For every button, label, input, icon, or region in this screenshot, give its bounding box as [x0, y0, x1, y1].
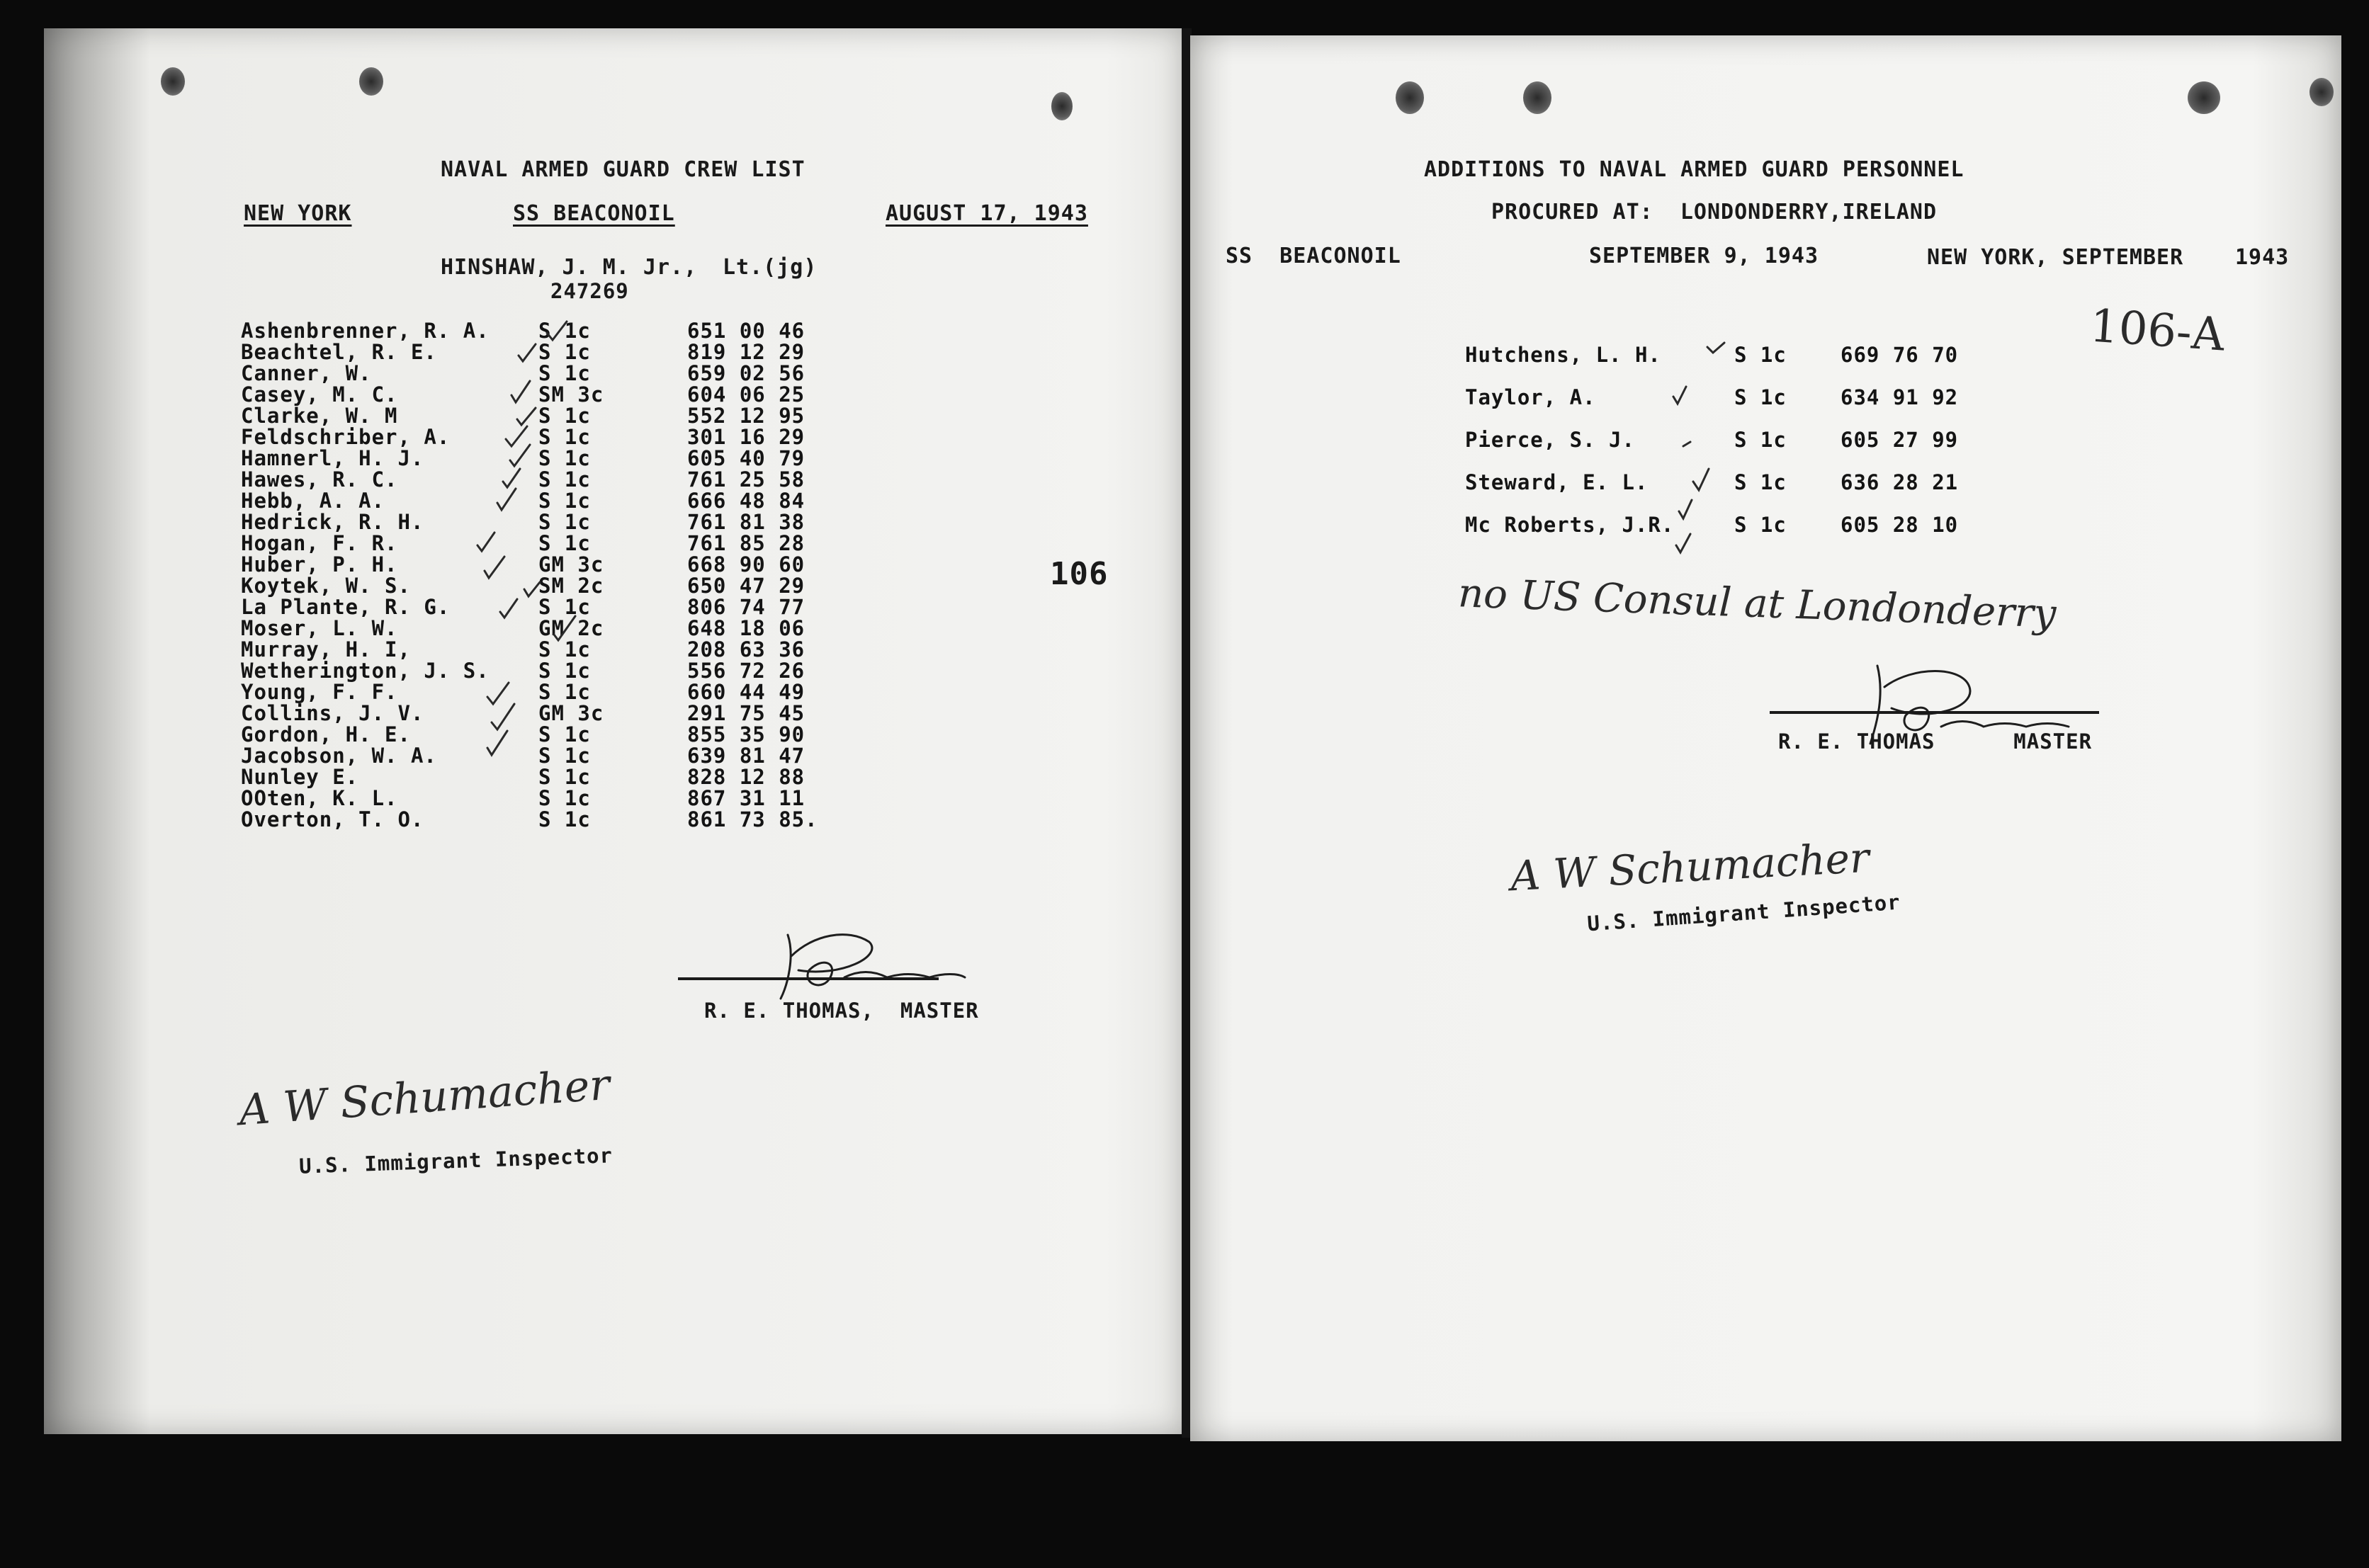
crew-name: Casey, M. C.	[241, 382, 398, 407]
signature-line	[1770, 711, 2099, 714]
master-name: R. E. THOMAS, MASTER	[704, 999, 979, 1023]
crew-number: 669 76 70	[1841, 343, 1959, 367]
crew-rating: SM 3c	[538, 382, 604, 407]
inspector-signature: A W Schumacher	[1509, 833, 1871, 901]
consul-note: no US Consul at Londonderry	[1457, 570, 2057, 637]
crew-rating: S 1c	[538, 361, 591, 385]
inspector-title: U.S. Immigrant Inspector	[1586, 890, 1901, 936]
officer-name: HINSHAW, J. M. Jr.,	[441, 255, 698, 280]
list-date: AUGUST 17, 1943	[886, 201, 1088, 226]
table-row	[1465, 513, 1959, 537]
crew-number: 761 81 38	[687, 510, 805, 534]
crew-number: 668 90 60	[687, 552, 805, 576]
crew-name: Koytek, W. S.	[241, 574, 411, 598]
punch-hole	[1523, 81, 1551, 114]
crew-name: Beachtel, R. E.	[241, 340, 437, 364]
signature-line	[678, 977, 939, 980]
table-row	[241, 404, 805, 428]
table-row	[241, 574, 805, 598]
arrival-year: 1943	[2235, 245, 2290, 270]
table-row	[241, 510, 805, 534]
table-row	[241, 552, 805, 576]
crew-name: Gordon, H. E.	[241, 722, 411, 746]
officer-number: 247269	[550, 279, 629, 303]
crew-number: 867 31 11	[687, 786, 805, 810]
crew-name: Overton, T. O.	[241, 807, 424, 831]
crew-rating: GM 3c	[538, 552, 604, 576]
punch-hole	[2188, 81, 2220, 114]
table-row	[241, 340, 805, 364]
crew-rating: S 1c	[538, 425, 591, 449]
crew-name: Mc Roberts, J.R.	[1465, 513, 1675, 537]
procured-at: PROCURED AT: LONDONDERRY,IRELAND	[1491, 200, 1938, 225]
crew-rating: S 1c	[538, 489, 591, 513]
crew-number: 819 12 29	[687, 340, 805, 364]
table-row	[241, 807, 818, 831]
crew-name: Hamnerl, H. J.	[241, 446, 424, 470]
crew-name: Ashenbrenner, R. A.	[241, 319, 490, 343]
crew-number: 761 85 28	[687, 531, 805, 555]
crew-rating: S 1c	[1734, 385, 1787, 409]
procured-date: SEPTEMBER 9, 1943	[1589, 244, 1819, 268]
crew-rating: S 1c	[538, 531, 591, 555]
crew-rating: S 1c	[538, 404, 591, 428]
crew-rating: S 1c	[538, 467, 591, 492]
crew-name: Huber, P. H.	[241, 552, 398, 576]
table-row	[241, 531, 805, 555]
punch-hole	[359, 67, 383, 96]
crew-rating: S 1c	[538, 595, 591, 619]
crew-rating: S 1c	[1734, 428, 1787, 452]
table-row	[241, 595, 805, 619]
table-row	[241, 425, 805, 449]
crew-name: Steward, E. L.	[1465, 470, 1649, 494]
ship-name: SS BEACONOIL	[1226, 244, 1401, 268]
crew-list-title: NAVAL ARMED GUARD CREW LIST	[441, 157, 805, 182]
additions-title: ADDITIONS TO NAVAL ARMED GUARD PERSONNEL	[1424, 157, 1964, 182]
port-name: NEW YORK	[244, 201, 352, 226]
crew-number: 861 73 85.	[687, 807, 818, 831]
crew-number: 855 35 90	[687, 722, 805, 746]
crew-rating: S 1c	[538, 744, 591, 768]
crew-number: 605 28 10	[1841, 513, 1959, 537]
crew-rating: S 1c	[538, 319, 591, 343]
crew-rating: S 1c	[1734, 513, 1787, 537]
crew-number: 659 02 56	[687, 361, 805, 385]
crew-number: 208 63 36	[687, 637, 805, 661]
crew-number: 660 44 49	[687, 680, 805, 704]
punch-hole	[2309, 78, 2334, 106]
crew-rating: GM 3c	[538, 701, 604, 725]
crew-number: 761 25 58	[687, 467, 805, 492]
table-row	[241, 765, 805, 789]
table-row	[241, 722, 805, 746]
crew-rating: S 1c	[538, 659, 591, 683]
crew-rating: S 1c	[538, 510, 591, 534]
page-reference: 106-A	[2088, 300, 2227, 362]
arrival-info: NEW YORK, SEPTEMBER	[1927, 245, 2184, 270]
crew-number: 634 91 92	[1841, 385, 1959, 409]
crew-number: 291 75 45	[687, 701, 805, 725]
crew-number: 605 40 79	[687, 446, 805, 470]
table-row	[241, 616, 805, 640]
crew-name: Taylor, A.	[1465, 385, 1596, 409]
crew-rating: S 1c	[538, 786, 591, 810]
crew-number: 556 72 26	[687, 659, 805, 683]
crew-name: Hutchens, L. H.	[1465, 343, 1661, 367]
crew-name: Clarke, W. M	[241, 404, 398, 428]
crew-rating: S 1c	[538, 765, 591, 789]
inspector-title: U.S. Immigrant Inspector	[298, 1143, 614, 1178]
crew-number: 604 06 25	[687, 382, 805, 407]
crew-name: Murray, H. I,	[241, 637, 411, 661]
punch-hole	[1051, 92, 1073, 120]
crew-number: 806 74 77	[687, 595, 805, 619]
table-row	[241, 680, 805, 704]
crew-rating: S 1c	[1734, 470, 1787, 494]
officer-rank: Lt.(jg)	[723, 255, 818, 280]
table-row	[241, 744, 805, 768]
crew-name: Moser, L. W.	[241, 616, 398, 640]
check-marks	[1679, 333, 1807, 559]
table-row	[241, 489, 805, 513]
crew-number: 828 12 88	[687, 765, 805, 789]
crew-number: 605 27 99	[1841, 428, 1959, 452]
punch-hole	[161, 67, 185, 96]
table-row	[1465, 343, 1959, 367]
crew-rating: S 1c	[1734, 343, 1787, 367]
left-document-page	[44, 28, 1184, 1434]
crew-number: 650 47 29	[687, 574, 805, 598]
punch-hole	[1396, 81, 1424, 114]
crew-rating: S 1c	[538, 807, 591, 831]
crew-name: Hawes, R. C.	[241, 467, 398, 492]
crew-name: Hedrick, R. H.	[241, 510, 424, 534]
ship-name: SS BEACONOIL	[513, 201, 675, 226]
crew-name: La Plante, R. G.	[241, 595, 451, 619]
table-row	[241, 361, 805, 385]
stamp-number: 106	[1050, 556, 1109, 592]
crew-rating: S 1c	[538, 340, 591, 364]
crew-rating: S 1c	[538, 637, 591, 661]
inspector-signature: A W Schumacher	[237, 1059, 612, 1136]
crew-rating: S 1c	[538, 722, 591, 746]
crew-name: Hebb, A. A.	[241, 489, 385, 513]
crew-name: Collins, J. V.	[241, 701, 424, 725]
table-row	[241, 701, 805, 725]
crew-number: 651 00 46	[687, 319, 805, 343]
crew-rating: GM 2c	[538, 616, 604, 640]
table-row	[1465, 470, 1959, 494]
crew-name: Wetherington, J. S.	[241, 659, 490, 683]
crew-number: 636 28 21	[1841, 470, 1959, 494]
crew-number: 301 16 29	[687, 425, 805, 449]
crew-name: Canner, W.	[241, 361, 372, 385]
table-row	[1465, 385, 1959, 409]
table-row	[241, 467, 805, 492]
crew-rating: SM 2c	[538, 574, 604, 598]
crew-number: 639 81 47	[687, 744, 805, 768]
table-row	[241, 637, 805, 661]
table-row	[241, 446, 805, 470]
crew-name: Feldschriber, A.	[241, 425, 451, 449]
crew-name: Nunley E.	[241, 765, 359, 789]
check-marks	[426, 312, 611, 822]
crew-name: Hogan, F. R.	[241, 531, 398, 555]
crew-number: 552 12 95	[687, 404, 805, 428]
crew-name: OOten, K. L.	[241, 786, 398, 810]
crew-name: Young, F. F.	[241, 680, 398, 704]
right-document-page	[1190, 35, 2341, 1441]
crew-number: 648 18 06	[687, 616, 805, 640]
crew-name: Pierce, S. J.	[1465, 428, 1635, 452]
crew-rating: S 1c	[538, 680, 591, 704]
master-name: R. E. THOMAS MASTER	[1778, 729, 2093, 754]
crew-name: Jacobson, W. A.	[241, 744, 437, 768]
table-row	[241, 786, 805, 810]
table-row	[241, 382, 805, 407]
table-row	[1465, 428, 1959, 452]
master-signature	[724, 921, 993, 1006]
crew-rating: S 1c	[538, 446, 591, 470]
crew-number: 666 48 84	[687, 489, 805, 513]
